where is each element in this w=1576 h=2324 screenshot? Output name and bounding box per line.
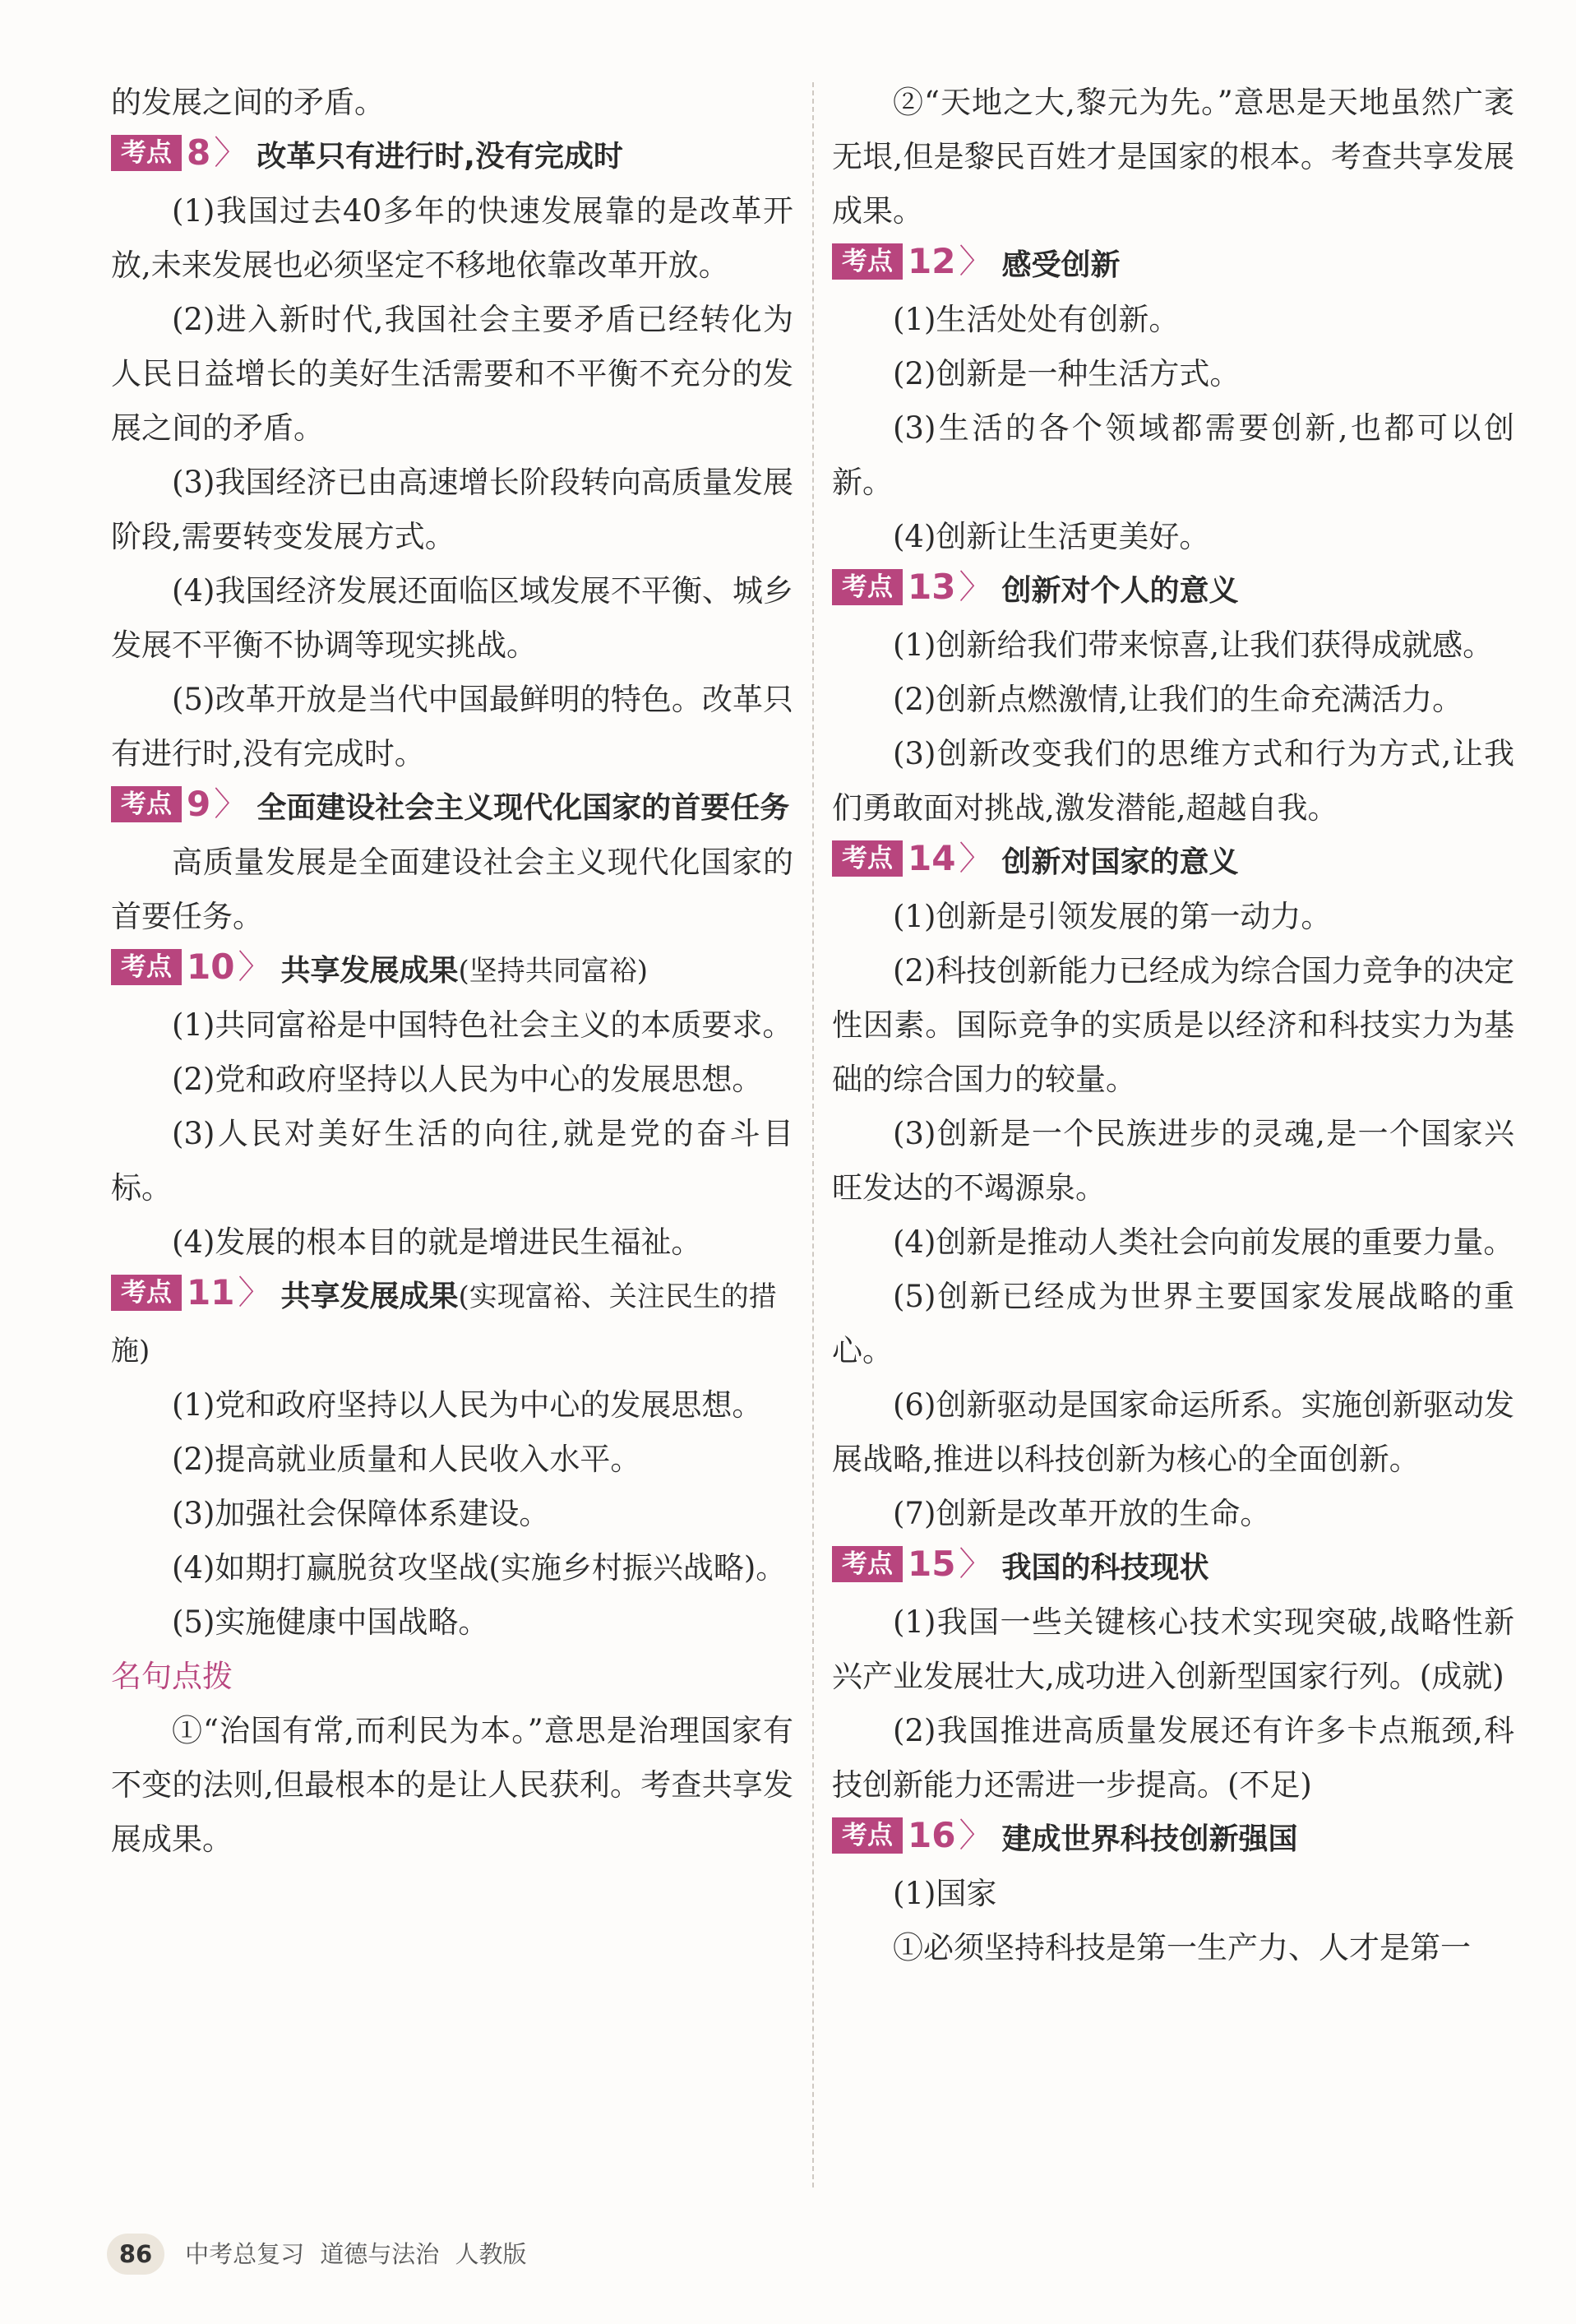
paragraph: (2)提高就业质量和人民收入水平。 bbox=[172, 1442, 641, 1477]
paragraph: (1)国家 bbox=[893, 1876, 997, 1911]
paragraph: (1)共同富裕是中国特色社会主义的本质要求。 bbox=[172, 1007, 793, 1043]
exam-point-badge bbox=[832, 1817, 991, 1854]
exam-point-number: 12 bbox=[908, 241, 956, 281]
exam-point-label: 考点 bbox=[111, 1275, 182, 1311]
exam-point-note: (实现富裕、关注民生的措施) bbox=[111, 1280, 777, 1368]
exam-point-label: 考点 bbox=[832, 243, 903, 280]
paragraph: (4)创新是推动人类社会向前发展的重要力量。 bbox=[893, 1224, 1514, 1260]
paragraph: (3)我国经济已由高速增长阶段转向高质量发展阶段,需要转变发展方式。 bbox=[111, 465, 793, 554]
exam-point-label: 考点 bbox=[832, 840, 903, 877]
exam-point-label: 考点 bbox=[832, 1546, 903, 1582]
paragraph: (1)创新是引领发展的第一动力。 bbox=[893, 899, 1332, 934]
exam-point-number: 15 bbox=[908, 1544, 956, 1584]
angle-bracket-icon: 〉 bbox=[238, 1274, 271, 1312]
exam-point-number: 16 bbox=[908, 1815, 956, 1855]
paragraph: ②“天地之大,黎元为先。”意思是天地虽然广袤无垠,但是黎民百姓才是国家的根本。考查共享发展成果。 bbox=[832, 85, 1514, 229]
exam-point-badge bbox=[111, 1272, 271, 1312]
paragraph: (1)党和政府坚持以人民为中心的发展思想。 bbox=[172, 1387, 763, 1423]
paragraph: (5)改革开放是当代中国最鲜明的特色。改革只有进行时,没有完成时。 bbox=[111, 682, 793, 771]
angle-bracket-icon: 〉 bbox=[959, 840, 992, 877]
exam-point-title: 建成世界科技创新强国 bbox=[1001, 1822, 1298, 1856]
exam-point-heading bbox=[111, 781, 793, 836]
paragraph: (3)生活的各个领域都需要创新,也都可以创新。 bbox=[832, 410, 1514, 500]
exam-point-note: (坚持共同富裕) bbox=[458, 955, 648, 988]
exam-point-heading bbox=[832, 564, 1514, 618]
paragraph: ①“治国有常,而利民为本。”意思是治理国家有不变的法则,但最根本的是让人民获利。考查共享发展成果。 bbox=[111, 1713, 793, 1857]
paragraph: (6)创新驱动是国家命运所系。实施创新驱动发展战略,推进以科技创新为核心的全面创新。 bbox=[832, 1387, 1514, 1477]
paragraph: (1)生活处处有创新。 bbox=[893, 302, 1180, 337]
paragraph: (4)发展的根本目的就是增进民生福祉。 bbox=[172, 1224, 702, 1260]
footer-book-title: 中考总复习 道德与法治 人教版 bbox=[185, 2240, 527, 2268]
paragraph: (2)我国推进高质量发展还有许多卡点瓶颈,科技创新能力还需进一步提高。(不足) bbox=[832, 1713, 1514, 1803]
paragraph: (2)进入新时代,我国社会主要矛盾已经转化为人民日益增长的美好生活需要和不平衡不充分的发展之间的矛盾。 bbox=[111, 302, 793, 446]
angle-bracket-icon: 〉 bbox=[214, 134, 247, 172]
exam-point-heading bbox=[832, 836, 1514, 890]
exam-point-label: 考点 bbox=[111, 135, 182, 171]
exam-point-badge bbox=[832, 1546, 991, 1582]
exam-point-badge bbox=[111, 786, 247, 822]
paragraph: (1)我国过去40多年的快速发展靠的是改革开放,未来发展也必须坚定不移地依靠改革开放。 bbox=[111, 193, 793, 283]
angle-bracket-icon: 〉 bbox=[238, 948, 271, 986]
exam-point-heading bbox=[111, 1270, 793, 1378]
exam-point-badge bbox=[111, 949, 270, 985]
famous-quotes-heading: 名句点拨 bbox=[111, 1659, 233, 1694]
exam-point-title: 全面建设社会主义现代化国家的首要任务 bbox=[257, 791, 790, 825]
exam-point-title: 感受创新 bbox=[1001, 248, 1121, 282]
paragraph: (4)创新让生活更美好。 bbox=[893, 519, 1210, 554]
angle-bracket-icon: 〉 bbox=[959, 568, 992, 606]
exam-point-heading bbox=[832, 1541, 1514, 1595]
left-column bbox=[111, 76, 793, 1867]
paragraph: (5)创新已经成为世界主要国家发展战略的重心。 bbox=[832, 1279, 1514, 1368]
exam-point-number: 8 bbox=[187, 132, 211, 173]
right-column bbox=[832, 76, 1514, 1975]
exam-point-label: 考点 bbox=[832, 569, 903, 605]
exam-point-badge bbox=[832, 840, 991, 877]
exam-point-heading bbox=[832, 238, 1514, 293]
exam-point-label: 考点 bbox=[111, 949, 182, 985]
page-footer bbox=[107, 2234, 527, 2275]
exam-point-title: 共享发展成果 bbox=[280, 1280, 459, 1313]
exam-point-heading bbox=[111, 130, 793, 184]
angle-bracket-icon: 〉 bbox=[214, 785, 247, 823]
exam-point-number: 10 bbox=[187, 947, 235, 987]
exam-point-number: 9 bbox=[187, 784, 211, 824]
paragraph: ①必须坚持科技是第一生产力、人才是第一 bbox=[893, 1930, 1471, 1965]
paragraph: (3)人民对美好生活的向往,就是党的奋斗目标。 bbox=[111, 1116, 793, 1206]
paragraph: (3)加强社会保障体系建设。 bbox=[172, 1496, 550, 1531]
paragraph: (2)创新是一种生活方式。 bbox=[893, 356, 1241, 391]
paragraph: (5)实施健康中国战略。 bbox=[172, 1604, 489, 1640]
paragraph: (2)党和政府坚持以人民为中心的发展思想。 bbox=[172, 1062, 763, 1097]
page-number: 86 bbox=[107, 2234, 164, 2275]
exam-point-number: 11 bbox=[187, 1272, 235, 1312]
paragraph: (3)创新改变我们的思维方式和行为方式,让我们勇敢面对挑战,激发潜能,超越自我。 bbox=[832, 736, 1514, 826]
column-divider bbox=[812, 82, 814, 2187]
angle-bracket-icon: 〉 bbox=[959, 1545, 992, 1583]
exam-point-title: 我国的科技现状 bbox=[1001, 1551, 1209, 1585]
exam-point-title: 改革只有进行时,没有完成时 bbox=[257, 140, 623, 174]
angle-bracket-icon: 〉 bbox=[959, 1817, 992, 1854]
exam-point-badge bbox=[832, 243, 991, 280]
exam-point-label: 考点 bbox=[111, 786, 182, 822]
exam-point-title: 创新对国家的意义 bbox=[1001, 845, 1239, 879]
exam-point-label: 考点 bbox=[832, 1817, 903, 1854]
exam-point-number: 14 bbox=[908, 838, 956, 878]
exam-point-number: 13 bbox=[908, 567, 956, 607]
exam-point-heading bbox=[832, 1812, 1514, 1867]
paragraph: 高质量发展是全面建设社会主义现代化国家的首要任务。 bbox=[111, 845, 793, 934]
exam-point-title: 创新对个人的意义 bbox=[1001, 574, 1239, 608]
paragraph: (2)科技创新能力已经成为综合国力竞争的决定性因素。国际竞争的实质是以经济和科技实力为基础的综合国力的较量。 bbox=[832, 953, 1514, 1097]
paragraph: (1)我国一些关键核心技术实现突破,战略性新兴产业发展壮大,成功进入创新型国家行列。(成就) bbox=[832, 1604, 1514, 1694]
paragraph: (3)创新是一个民族进步的灵魂,是一个国家兴旺发达的不竭源泉。 bbox=[832, 1116, 1514, 1206]
paragraph: (4)我国经济发展还面临区域发展不平衡、城乡发展不平衡不协调等现实挑战。 bbox=[111, 573, 793, 663]
paragraph: (1)创新给我们带来惊喜,让我们获得成就感。 bbox=[893, 627, 1494, 663]
exam-point-badge bbox=[832, 569, 991, 605]
exam-point-title: 共享发展成果 bbox=[280, 954, 459, 988]
exam-point-badge bbox=[111, 132, 247, 173]
angle-bracket-icon: 〉 bbox=[959, 243, 992, 280]
paragraph: (7)创新是改革开放的生命。 bbox=[893, 1496, 1271, 1531]
paragraph: 的发展之间的矛盾。 bbox=[111, 85, 385, 120]
paragraph: (4)如期打赢脱贫攻坚战(实施乡村振兴战略)。 bbox=[172, 1550, 787, 1586]
paragraph: (2)创新点燃激情,让我们的生命充满活力。 bbox=[893, 682, 1463, 717]
exam-point-heading bbox=[111, 944, 793, 998]
